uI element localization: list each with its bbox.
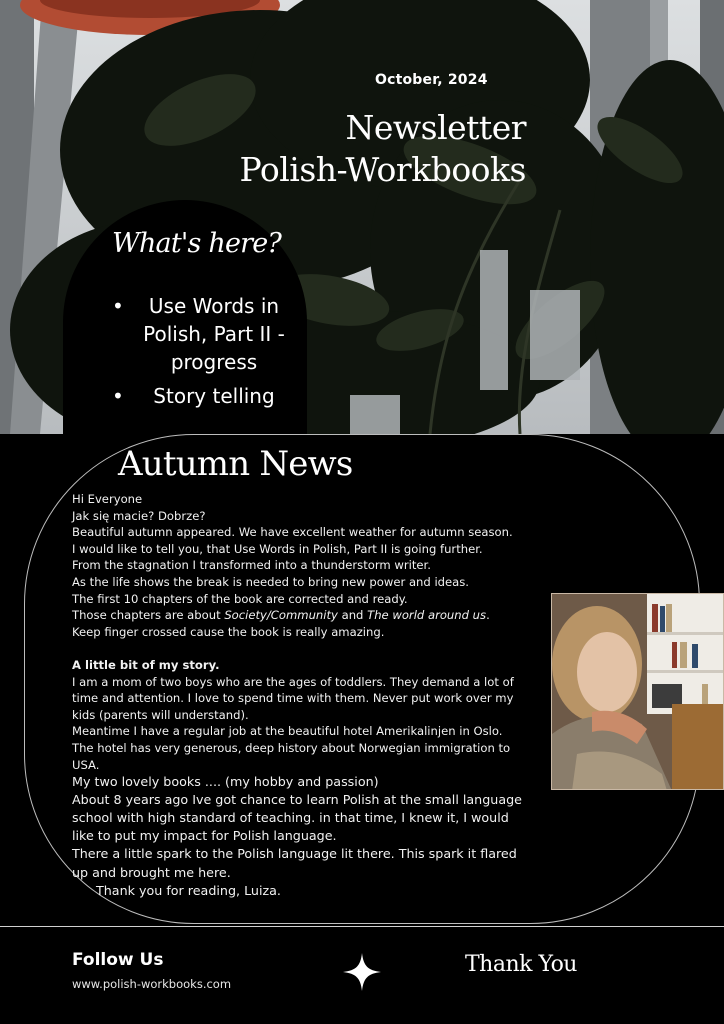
- story-line: I am a mom of two boys who are the ages of toddlers. They demand a lot of time and attention. I love to spend time with them. Never put work over my kids (parents will understand).: [72, 674, 514, 722]
- news-line: Keep finger crossed cause the book is really amazing.: [72, 624, 385, 639]
- contents-list: [112, 292, 292, 410]
- bullet-icon: •: [112, 294, 124, 318]
- news-line: From the stagnation I transformed into a thunderstorm writer.: [72, 558, 431, 573]
- news-line: I would like to tell you, that Use Words in Polish, Part II is going further.: [72, 541, 483, 556]
- author-photo: [551, 593, 724, 790]
- news-line: The first 10 chapters of the book are corrected and ready.: [72, 591, 408, 606]
- contents-item: [112, 382, 292, 410]
- sparkle-icon: [343, 953, 381, 995]
- story-heading: A little bit of my story.: [72, 657, 220, 672]
- newsletter-title-line2: Polish-Workbooks: [239, 150, 526, 189]
- signoff: Thank you for reading, Luiza.: [96, 882, 281, 898]
- story-line: About 8 years ago Ive got chance to learn Polish at the small language school with high standard of teaching. in that time, I knew it, I would like to put my impact for Polish language.: [72, 792, 522, 844]
- contents-heading: What's here?: [112, 228, 282, 259]
- issue-date: October, 2024: [375, 72, 488, 88]
- story-line: There a little spark to the Polish language lit there. This spark it flared up and brought me here.: [72, 846, 517, 880]
- bullet-icon: •: [112, 384, 124, 408]
- news-line: Beautiful autumn appeared. We have excellent weather for autumn season.: [72, 525, 513, 540]
- contents-item-label: Story telling: [153, 384, 275, 408]
- story-line: My two lovely books .... (my hobby and passion): [72, 774, 379, 790]
- story-line: Meantime I have a regular job at the beautiful hotel Amerikalinjen in Oslo. The hotel has very generous, deep history about Norwegian immigration to USA.: [72, 724, 511, 772]
- newsletter-title-line1: Newsletter: [345, 108, 526, 147]
- thank-you-text: Thank You: [465, 952, 577, 977]
- chapter-topic: Society/Community: [224, 608, 338, 623]
- chapter-topic: The world around us: [367, 608, 487, 623]
- news-heading: Autumn News: [118, 444, 353, 484]
- follow-us-label: Follow Us: [72, 950, 164, 970]
- hero-photo: [0, 0, 724, 434]
- news-line: As the life shows the break is needed to bring new power and ideas.: [72, 574, 469, 589]
- news-body: [72, 491, 522, 900]
- contents-item-label: Use Words in Polish, Part II - progress: [143, 294, 285, 374]
- chapters-line: Those chapters are about Society/Community and The world around us.: [72, 608, 490, 623]
- footer-divider: [0, 926, 724, 927]
- website-link[interactable]: www.polish-workbooks.com: [72, 977, 232, 991]
- news-line: Jak się macie? Dobrze?: [72, 508, 206, 523]
- contents-item: [112, 292, 292, 376]
- news-line: Hi Everyone: [72, 492, 143, 506]
- author-photo-illustration: [552, 594, 724, 790]
